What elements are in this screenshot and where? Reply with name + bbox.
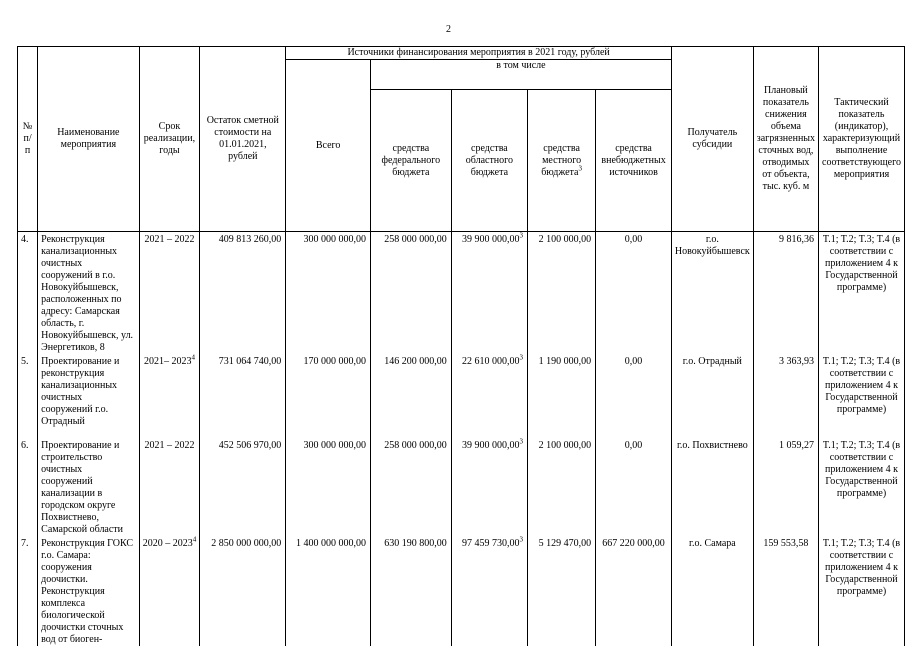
header-term: Срок реализации, годы [139,47,200,232]
header-including: в том числе [370,60,671,90]
row-remainder: 731 064 740,00 [200,354,286,438]
row-regional: 22 610 000,00$^3$ [451,354,527,438]
table-row [18,536,905,646]
header-total: Всего [286,60,371,232]
row-extrabudget: 0,00 [596,232,672,355]
row-federal: 630 190 800,00 [370,536,451,646]
row-term: 2021 – 2022 [139,438,200,536]
row-federal: 146 200 000,00 [370,354,451,438]
row-local: 2 100 000,00 [528,438,596,536]
row-federal: 258 000 000,00 [370,232,451,355]
row-total: 300 000 000,00 [286,438,371,536]
table-row [18,354,905,438]
row-name: Проектирование и реконструкция канализационных очистных сооружений г.о. Отрадный [38,354,139,438]
row-reduction: 3 363,93 [753,354,818,438]
row-term: 2020 – 2023$^4$ [139,536,200,646]
financing-table [17,46,905,646]
row-name: Реконструкция канализационных очистных сооружений в г.о. Новокуйбышевск, расположенных по адресу: Самарская область, г. Новокуйбышевск, ул. Энергетиков, 8 [38,232,139,355]
row-reduction: 9 816,36 [753,232,818,355]
row-tactical: T.1; T.2; T.3; T.4 (в соответствии с приложением 4 к Государственной программе) [819,536,905,646]
row-reduction: 159 553,58 [753,536,818,646]
row-name: Проектирование и строительство очистных сооружений канализации в городском округе Похвистнево, Самарской области [38,438,139,536]
header-extrabudget: средства внебюджетных источников [596,90,672,232]
row-num: 7. [18,536,38,646]
row-num: 6. [18,438,38,536]
row-remainder: 409 813 260,00 [200,232,286,355]
table-row [18,438,905,536]
row-local: 1 190 000,00 [528,354,596,438]
header-recipient: Получатель субсидии [671,47,753,232]
row-term: 2021– 2023$^4$ [139,354,200,438]
row-reduction: 1 059,27 [753,438,818,536]
row-recipient: г.о. Самара [671,536,753,646]
header-local-text: средства местного бюджета [541,142,582,178]
row-tactical: T.1; T.2; T.3; T.4 (в соответствии с приложением 4 к Государственной программе) [819,232,905,355]
row-total: 170 000 000,00 [286,354,371,438]
header-sources-title: Источники финансирования мероприятия в 2021 году, рублей [286,47,672,60]
row-regional: 39 900 000,00$^3$ [451,438,527,536]
row-regional: 39 900 000,00$^3$ [451,232,527,355]
row-remainder: 452 506 970,00 [200,438,286,536]
header-name: Наименование мероприятия [38,47,139,232]
table-row [18,232,905,355]
row-total: 300 000 000,00 [286,232,371,355]
row-tactical: T.1; T.2; T.3; T.4 (в соответствии с приложением 4 к Государственной программе) [819,438,905,536]
row-extrabudget: 0,00 [596,438,672,536]
row-extrabudget: 667 220 000,00 [596,536,672,646]
row-num: 5. [18,354,38,438]
row-tactical: T.1; T.2; T.3; T.4 (в соответствии с приложением 4 к Государственной программе) [819,354,905,438]
row-recipient: г.о. Похвистнево [671,438,753,536]
header-regional: средства областного бюджета [451,90,527,232]
row-num: 4. [18,232,38,355]
row-recipient: г.о. Отрадный [671,354,753,438]
header-remainder: Остаток сметной стоимости на 01.01.2021, рублей [200,47,286,232]
row-extrabudget: 0,00 [596,354,672,438]
row-federal: 258 000 000,00 [370,438,451,536]
row-remainder: 2 850 000 000,00 [200,536,286,646]
header-local-footnote: 3 [578,164,582,173]
header-federal: средства федерального бюджета [370,90,451,232]
header-reduction: Плановый показатель снижения объема загрязненных сточных вод, отводимых от объекта, тыс. куб. м [753,47,818,232]
row-recipient: г.о. Новокуйбышевск [671,232,753,355]
row-local: 5 129 470,00 [528,536,596,646]
header-tactical: Тактический показатель (индикатор), характеризующий выполнение соответствующего мероприятия [819,47,905,232]
page-number: 2 [446,24,451,35]
row-total: 1 400 000 000,00 [286,536,371,646]
header-local [528,90,596,232]
row-regional: 97 459 730,00$^3$ [451,536,527,646]
row-term: 2021 – 2022 [139,232,200,355]
header-num: № п/п [18,47,38,232]
row-local: 2 100 000,00 [528,232,596,355]
row-name: Реконструкция ГОКС г.о. Самара: сооружения доочистки. Реконструкция комплекса биологической доочистки сточных вод от биоген- [38,536,139,646]
